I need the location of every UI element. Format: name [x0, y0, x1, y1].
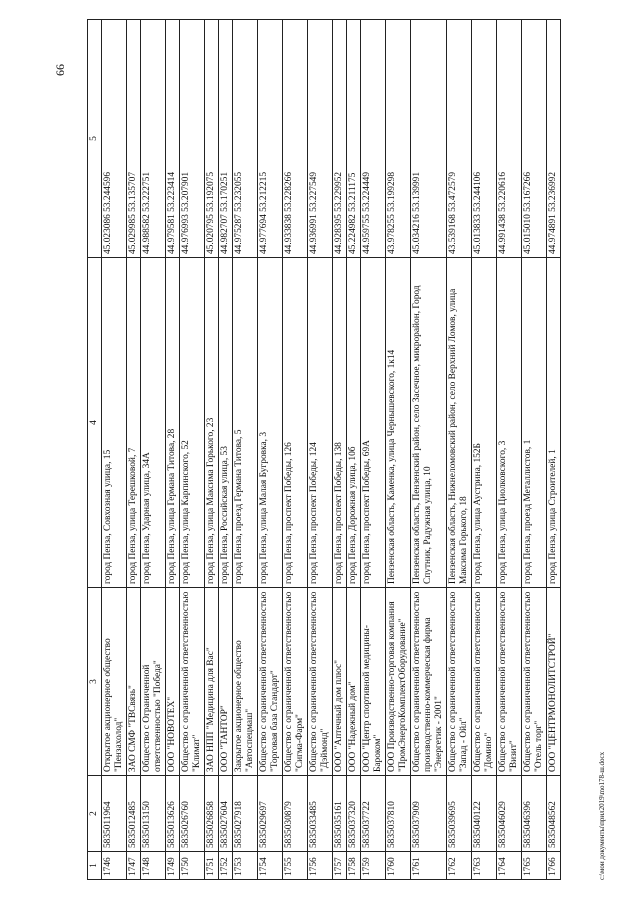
organization-name-cell: ООО "Надежный дом": [347, 588, 361, 776]
footer-file-path: c:\мои документы\прил2019\mo178-ш.docx: [598, 751, 606, 880]
inn-cell: 5835035161: [333, 776, 347, 852]
organization-name-cell: Общество с ограниченной ответственностью "Дэймонд": [308, 588, 333, 776]
table-row: [180, 20, 205, 880]
table-row: [258, 20, 283, 880]
column-header: 3: [88, 588, 102, 776]
address-cell: город Пенза, проезд Металлистов, 1: [522, 258, 547, 588]
organization-name-cell: ООО "ЦЕНТРМОНОЛИТСТРОЙ": [547, 588, 561, 776]
inn-cell: 5835046029: [497, 776, 522, 852]
coordinates-cell: 44.991438 53.220616: [497, 20, 522, 258]
table-row: [361, 20, 386, 880]
row-number: 1760: [386, 852, 411, 880]
table-row: [219, 20, 233, 880]
inn-cell: 5835026858: [205, 776, 219, 852]
address-cell: город Пенза, улица Максима Горького, 23: [205, 258, 219, 588]
coordinates-cell: 45.013833 53.244106: [472, 20, 497, 258]
address-cell: город Пенза, улица Аустрина, 152Б: [472, 258, 497, 588]
coordinates-cell: 45.224982 53.211175: [347, 20, 361, 258]
inn-cell: 5835011964: [102, 776, 127, 852]
coordinates-cell: 44.975287 53.232055: [233, 20, 258, 258]
coordinates-cell: 44.979581 53.223414: [166, 20, 180, 258]
registry-table-container: [87, 20, 561, 880]
organization-name-cell: Общество с ограниченной ответственностью "Сигма-Фарм": [283, 588, 308, 776]
address-cell: город Пенза, улица Строителей, 1: [547, 258, 561, 588]
row-number: 1756: [308, 852, 333, 880]
inn-cell: 5835033485: [308, 776, 333, 852]
coordinates-cell: 44.928395 53.229952: [333, 20, 347, 258]
address-cell: город Пенза, Дорожная улица, 10б: [347, 258, 361, 588]
organization-name-cell: ООО Производственно-торговая компания "ПромЭнергоКомплектОборудование": [386, 588, 411, 776]
table-row: [102, 20, 127, 880]
column-header: 4: [88, 258, 102, 588]
organization-name-cell: Общество с ограниченной ответственностью "Отель торг": [522, 588, 547, 776]
inn-cell: 5835046396: [522, 776, 547, 852]
table-body: [102, 20, 561, 880]
address-cell: город Пенза, улица Терешковой, 7: [127, 258, 141, 588]
address-cell: город Пенза, Ударная улица, 34А: [141, 258, 166, 588]
address-cell: Пензенская область, Каменка, улица Чернышевского, 1к14: [386, 258, 411, 588]
table-row: [522, 20, 547, 880]
row-number: 1766: [547, 852, 561, 880]
coordinates-cell: 44.976993 53.207901: [180, 20, 205, 258]
coordinates-cell: 43.539168 53.472579: [447, 20, 472, 258]
column-header: 5: [88, 20, 102, 258]
row-number: 1761: [411, 852, 447, 880]
column-header: 1: [88, 852, 102, 880]
organization-name-cell: Общество с ограниченной ответственностью производственно-коммерческая фирма "Энергетик - 2001": [411, 588, 447, 776]
address-cell: город Пенза, улица Малая Бугровка, 3: [258, 258, 283, 588]
address-cell: город Пенза, Совхозная улица, 15: [102, 258, 127, 588]
table-row: [547, 20, 561, 880]
address-cell: город Пенза, проспект Победы, 69А: [361, 258, 386, 588]
coordinates-cell: 44.936991 53.227549: [308, 20, 333, 258]
table-row: [411, 20, 447, 880]
column-header: 2: [88, 776, 102, 852]
coordinates-cell: 44.933838 53.228266: [283, 20, 308, 258]
organization-name-cell: Общество с ограниченной ответственностью "Торговая база Стандарт": [258, 588, 283, 776]
address-cell: город Пенза, улица Циолковского, 3: [497, 258, 522, 588]
organization-name-cell: Общество с ограниченной ответственностью "Визит": [497, 588, 522, 776]
table-row: [166, 20, 180, 880]
address-cell: город Пенза, улица Карпинского, 52: [180, 258, 205, 588]
organization-name-cell: Открытое акционерное общество "Пензахолод": [102, 588, 127, 776]
coordinates-cell: 45.029985 53.135707: [127, 20, 141, 258]
organization-name-cell: ЗАО НПП "Медицина для Вас": [205, 588, 219, 776]
row-number: 1749: [166, 852, 180, 880]
inn-cell: 5835012485: [127, 776, 141, 852]
row-number: 1753: [233, 852, 258, 880]
row-number: 1757: [333, 852, 347, 880]
address-cell: город Пенза, улица Германа Титова, 28: [166, 258, 180, 588]
row-number: 1759: [361, 852, 386, 880]
organization-name-cell: ООО "Центр спортивной медицины-Бароком": [361, 588, 386, 776]
inn-cell: 5835048562: [547, 776, 561, 852]
organization-name-cell: Общество с ограниченной ответственностью "Климат": [180, 588, 205, 776]
registry-table: [87, 19, 561, 880]
inn-cell: 5835029697: [258, 776, 283, 852]
table-header-row: [88, 20, 102, 880]
page-number: 66: [53, 64, 67, 76]
inn-cell: 5835037320: [347, 776, 361, 852]
organization-name-cell: ООО "ТАНТОР": [219, 588, 233, 776]
inn-cell: 5835040122: [472, 776, 497, 852]
organization-name-cell: Общество с ограниченной ответственностью "Запад - Ойл": [447, 588, 472, 776]
organization-name-cell: ЗАО СМФ "ТВСвязь": [127, 588, 141, 776]
address-cell: Пензенская область, Нижнеломовский район, село Верхний Ломов, улица Максима Горького, 18: [447, 258, 472, 588]
table-row: [447, 20, 472, 880]
organization-name-cell: Общество с Ограниченной ответственностью "Победа": [141, 588, 166, 776]
row-number: 1763: [472, 852, 497, 880]
coordinates-cell: 45.034216 53.139991: [411, 20, 447, 258]
organization-name-cell: ООО "НОВОТЕХ": [166, 588, 180, 776]
coordinates-cell: 45.020795 53.192075: [205, 20, 219, 258]
table-row: [386, 20, 411, 880]
inn-cell: 5835037810: [386, 776, 411, 852]
address-cell: город Пенза, проспект Победы, 126: [283, 258, 308, 588]
organization-name-cell: Общество с ограниченной ответственностью "Домино": [472, 588, 497, 776]
organization-name-cell: ООО "Аптечный дом плюс": [333, 588, 347, 776]
inn-cell: 5835037722: [361, 776, 386, 852]
address-cell: город Пенза, проспект Победы, 138: [333, 258, 347, 588]
table-row: [347, 20, 361, 880]
coordinates-cell: 44.977694 53.212215: [258, 20, 283, 258]
row-number: 1764: [497, 852, 522, 880]
row-number: 1747: [127, 852, 141, 880]
coordinates-cell: 45.015010 53.167266: [522, 20, 547, 258]
row-number: 1750: [180, 852, 205, 880]
table-row: [472, 20, 497, 880]
row-number: 1748: [141, 852, 166, 880]
row-number: 1758: [347, 852, 361, 880]
inn-cell: 5835039695: [447, 776, 472, 852]
inn-cell: 5835013626: [166, 776, 180, 852]
coordinates-cell: 45.023086 53.244596: [102, 20, 127, 258]
address-cell: город Пенза, проезд Германа Титова, 5: [233, 258, 258, 588]
table-row: [308, 20, 333, 880]
inn-cell: 5835030879: [283, 776, 308, 852]
table-row: [141, 20, 166, 880]
table-row: [497, 20, 522, 880]
organization-name-cell: Закрытое акционерное общество "Автоспецмаш": [233, 588, 258, 776]
table-row: [205, 20, 219, 880]
row-number: 1752: [219, 852, 233, 880]
row-number: 1755: [283, 852, 308, 880]
coordinates-cell: 44.988582 53.222751: [141, 20, 166, 258]
coordinates-cell: 44.974891 53.236992: [547, 20, 561, 258]
coordinates-cell: 43.978255 53.199298: [386, 20, 411, 258]
table-row: [283, 20, 308, 880]
table-row: [233, 20, 258, 880]
row-number: 1751: [205, 852, 219, 880]
table-row: [127, 20, 141, 880]
inn-cell: 5835027918: [233, 776, 258, 852]
inn-cell: 5835026760: [180, 776, 205, 852]
table-row: [333, 20, 347, 880]
address-cell: город Пенза, Российская улица, 53: [219, 258, 233, 588]
inn-cell: 5835013150: [141, 776, 166, 852]
row-number: 1765: [522, 852, 547, 880]
row-number: 1746: [102, 852, 127, 880]
inn-cell: 5835027604: [219, 776, 233, 852]
inn-cell: 5835037909: [411, 776, 447, 852]
coordinates-cell: 44.959755 53.224449: [361, 20, 386, 258]
address-cell: город Пенза, проспект Победы, 124: [308, 258, 333, 588]
coordinates-cell: 44.982707 53.170251: [219, 20, 233, 258]
row-number: 1762: [447, 852, 472, 880]
row-number: 1754: [258, 852, 283, 880]
address-cell: Пензенская область, Пензенский район, село Засечное, микрорайон, Город Спутник, Радужная улица, 10: [411, 258, 447, 588]
